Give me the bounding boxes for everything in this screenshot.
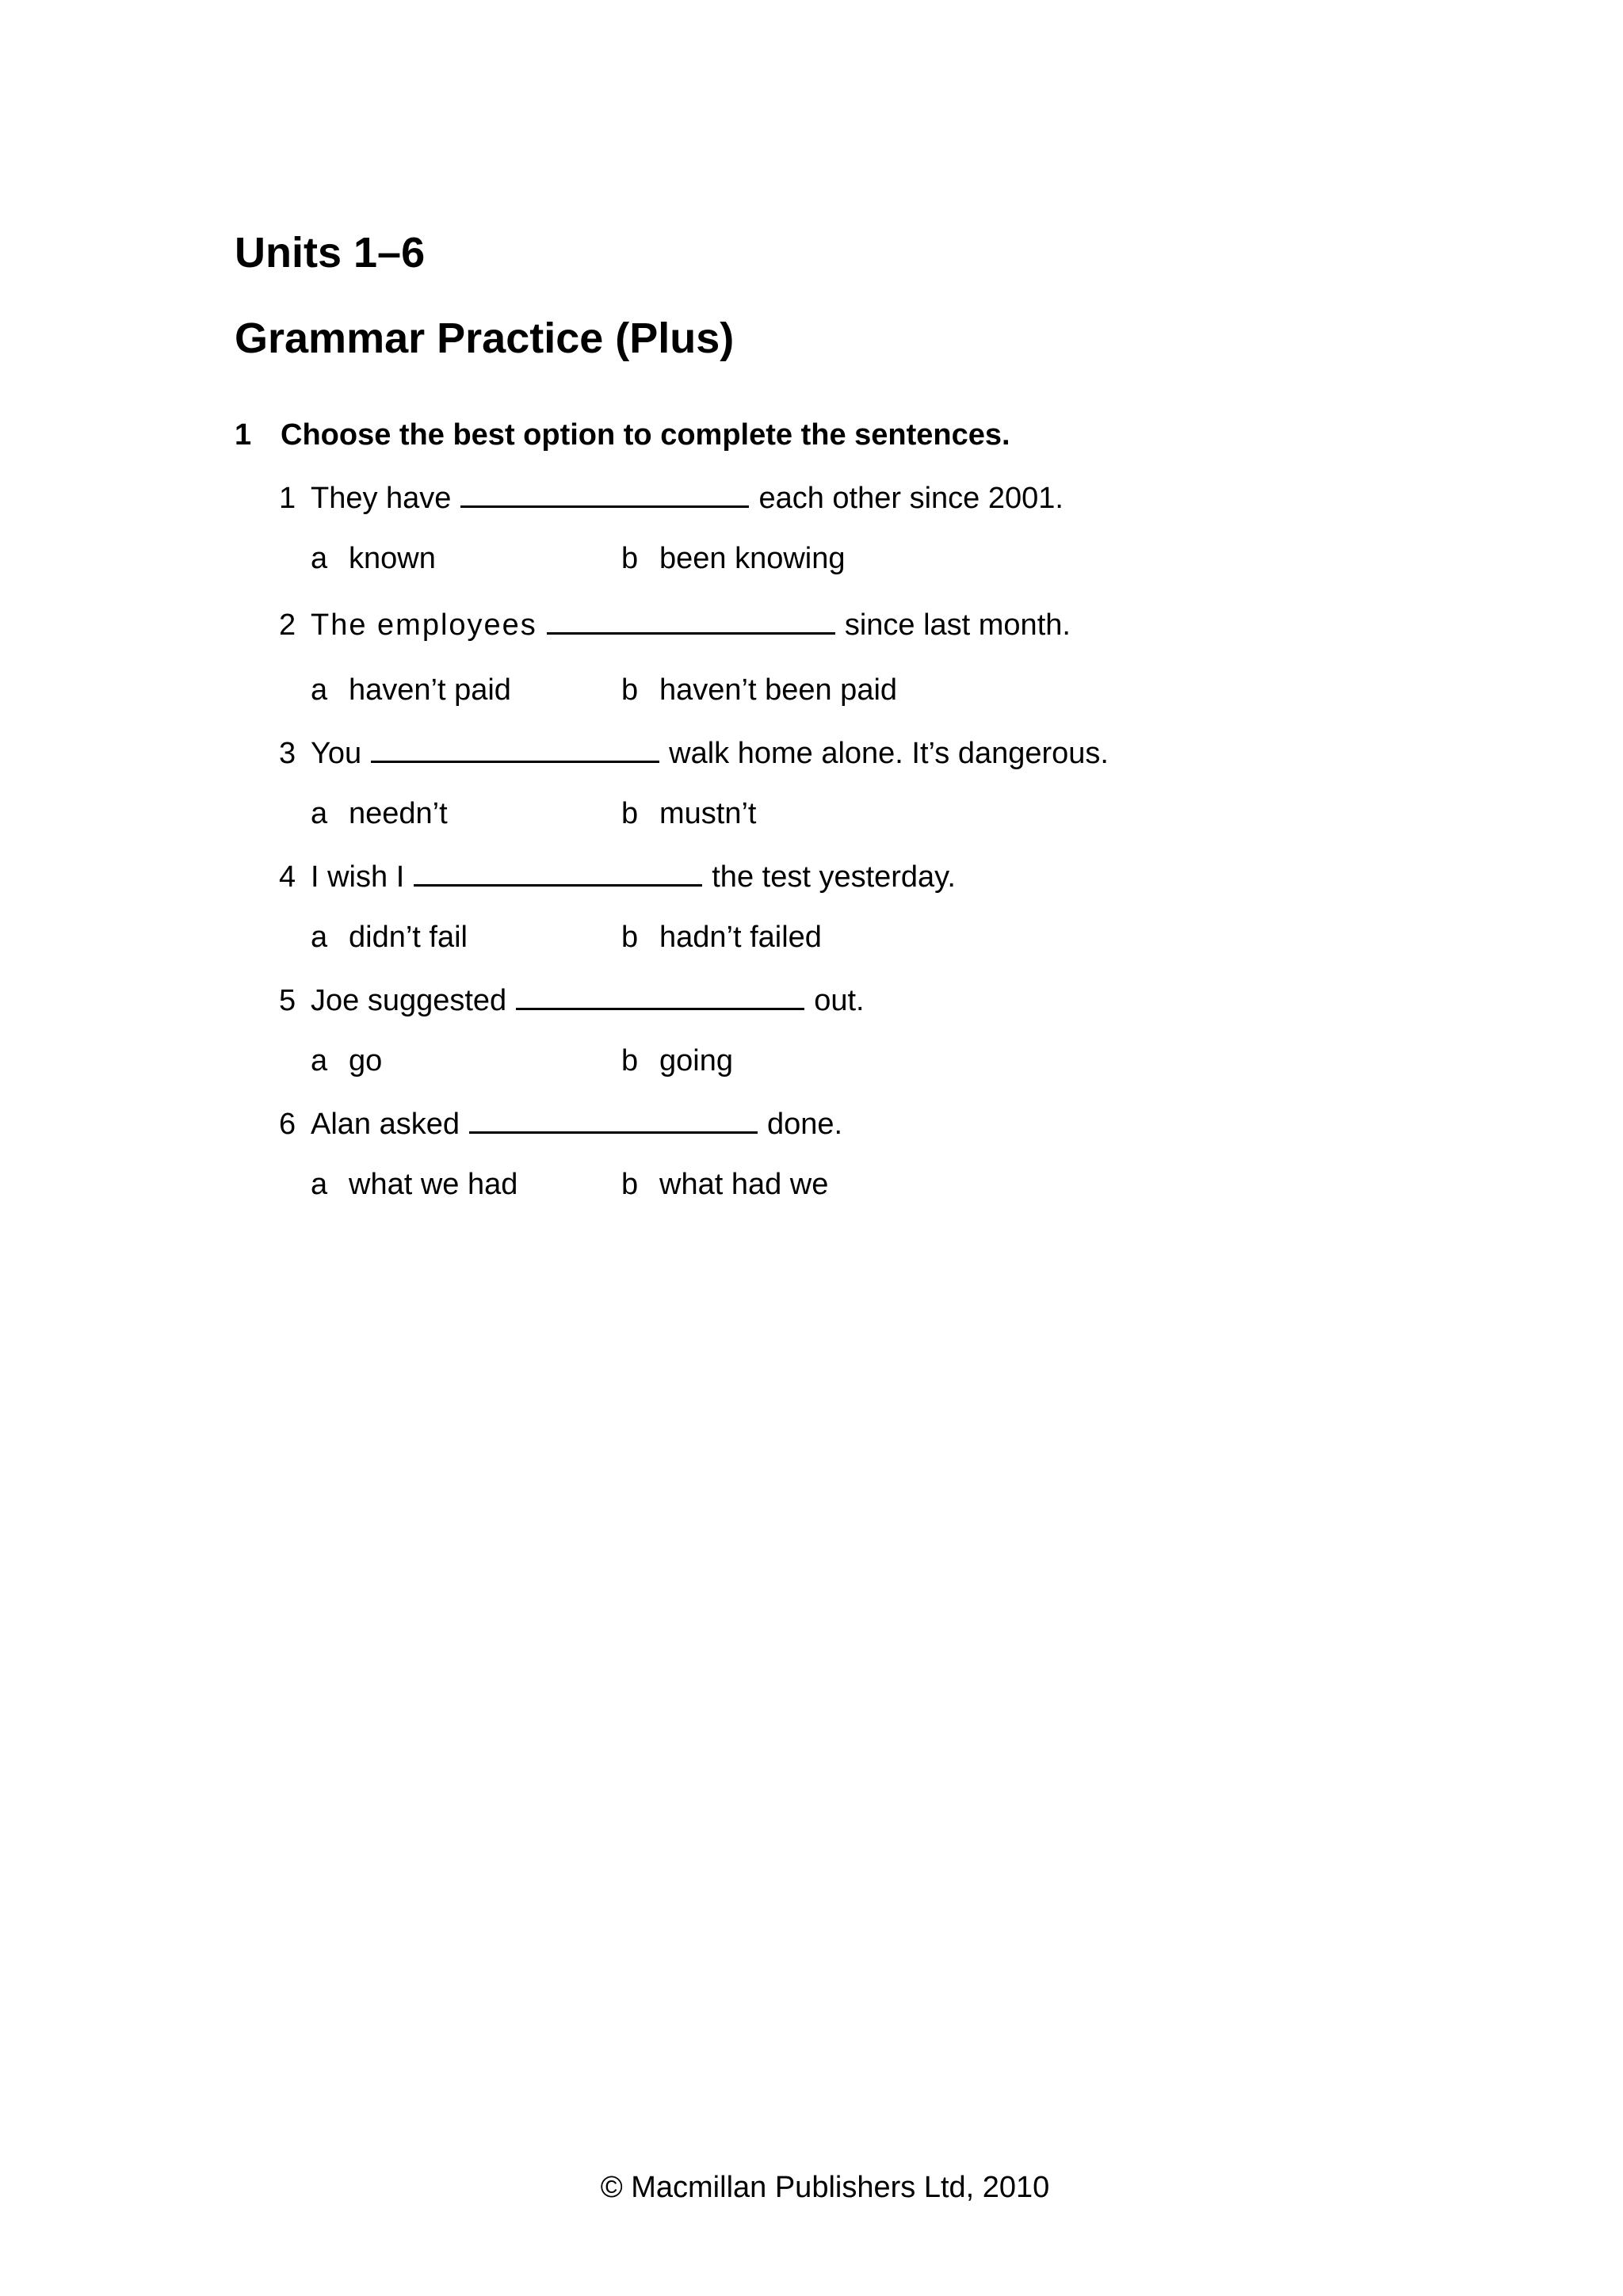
question-text-before: Joe suggested — [311, 984, 507, 1017]
option-text: what had we — [659, 1168, 829, 1201]
question-number: 2 — [279, 608, 296, 642]
question-number: 5 — [279, 984, 296, 1017]
option-letter: b — [621, 1168, 639, 1201]
options-row — [311, 1169, 1468, 1201]
option-letter: a — [311, 542, 328, 575]
option-text: haven’t been paid — [659, 673, 898, 707]
option-letter: a — [311, 1044, 328, 1077]
section-title: Grammar Practice (Plus) — [235, 315, 735, 362]
option-text: been knowing — [659, 542, 846, 575]
question-text-before: Alan asked — [311, 1108, 460, 1141]
question-6 — [279, 1108, 1468, 1201]
answer-blank[interactable] — [469, 1108, 758, 1134]
question-text-after: out. — [814, 984, 865, 1017]
option-text: what we had — [349, 1168, 518, 1201]
option-a[interactable] — [311, 1169, 517, 1199]
option-letter: b — [621, 797, 639, 830]
option-text: going — [659, 1044, 733, 1077]
answer-blank[interactable] — [371, 737, 659, 763]
options-row — [311, 543, 1468, 575]
option-b[interactable] — [621, 922, 822, 952]
option-b[interactable] — [621, 675, 897, 705]
option-letter: b — [621, 1044, 639, 1077]
options-row — [311, 922, 1468, 954]
option-letter: a — [311, 673, 328, 707]
question-sentence — [279, 482, 1468, 513]
question-text-before: I wish I — [311, 860, 405, 894]
option-letter: a — [311, 797, 328, 830]
question-text-after: each other since 2001. — [758, 482, 1064, 515]
exercise-instruction: Choose the best option to complete the sentences. — [281, 418, 1010, 452]
question-number: 6 — [279, 1108, 296, 1141]
question-sentence — [279, 737, 1468, 769]
question-text-before: The employees — [311, 608, 537, 642]
option-b[interactable] — [621, 799, 756, 829]
answer-blank[interactable] — [460, 482, 749, 508]
question-5 — [279, 984, 1468, 1077]
options-row — [311, 675, 1468, 707]
option-text: haven’t paid — [349, 673, 511, 707]
question-text-after: since last month. — [844, 608, 1071, 642]
answer-blank[interactable] — [414, 860, 702, 887]
question-sentence — [279, 1108, 1468, 1139]
option-text: mustn’t — [659, 797, 757, 830]
question-2 — [279, 608, 1468, 707]
question-number: 1 — [279, 482, 296, 515]
question-number: 4 — [279, 860, 296, 894]
option-letter: a — [311, 1168, 328, 1201]
exercise-header — [235, 420, 1010, 450]
option-a[interactable] — [311, 543, 436, 574]
unit-title: Units 1–6 — [235, 229, 426, 277]
options-row — [311, 799, 1468, 830]
option-a[interactable] — [311, 799, 448, 829]
option-text: go — [349, 1044, 383, 1077]
option-text: hadn’t failed — [659, 921, 822, 954]
question-sentence — [279, 860, 1468, 892]
answer-blank[interactable] — [547, 608, 835, 635]
option-b[interactable] — [621, 543, 846, 574]
option-text: known — [349, 542, 436, 575]
answer-blank[interactable] — [516, 984, 804, 1010]
question-text-after: walk home alone. It’s dangerous. — [669, 737, 1109, 770]
question-3 — [279, 737, 1468, 830]
option-text: needn’t — [349, 797, 448, 830]
question-number: 3 — [279, 737, 296, 770]
option-b[interactable] — [621, 1046, 733, 1076]
copyright-footer: © Macmillan Publishers Ltd, 2010 — [600, 2171, 1050, 2204]
option-letter: b — [621, 921, 639, 954]
exercise-number: 1 — [235, 418, 252, 452]
option-a[interactable] — [311, 675, 511, 705]
option-b[interactable] — [621, 1169, 828, 1199]
option-a[interactable] — [311, 922, 468, 952]
option-letter: b — [621, 673, 639, 707]
option-a[interactable] — [311, 1046, 382, 1076]
option-text: didn’t fail — [349, 921, 468, 954]
question-text-before: They have — [311, 482, 452, 515]
question-text-before: You — [311, 737, 362, 770]
question-4 — [279, 860, 1468, 954]
question-sentence — [279, 984, 1468, 1016]
options-row — [311, 1046, 1468, 1077]
question-text-after: done. — [767, 1108, 843, 1141]
option-letter: a — [311, 921, 328, 954]
question-sentence — [279, 608, 1468, 640]
question-text-after: the test yesterday. — [712, 860, 956, 894]
question-1 — [279, 482, 1468, 575]
option-letter: b — [621, 542, 639, 575]
